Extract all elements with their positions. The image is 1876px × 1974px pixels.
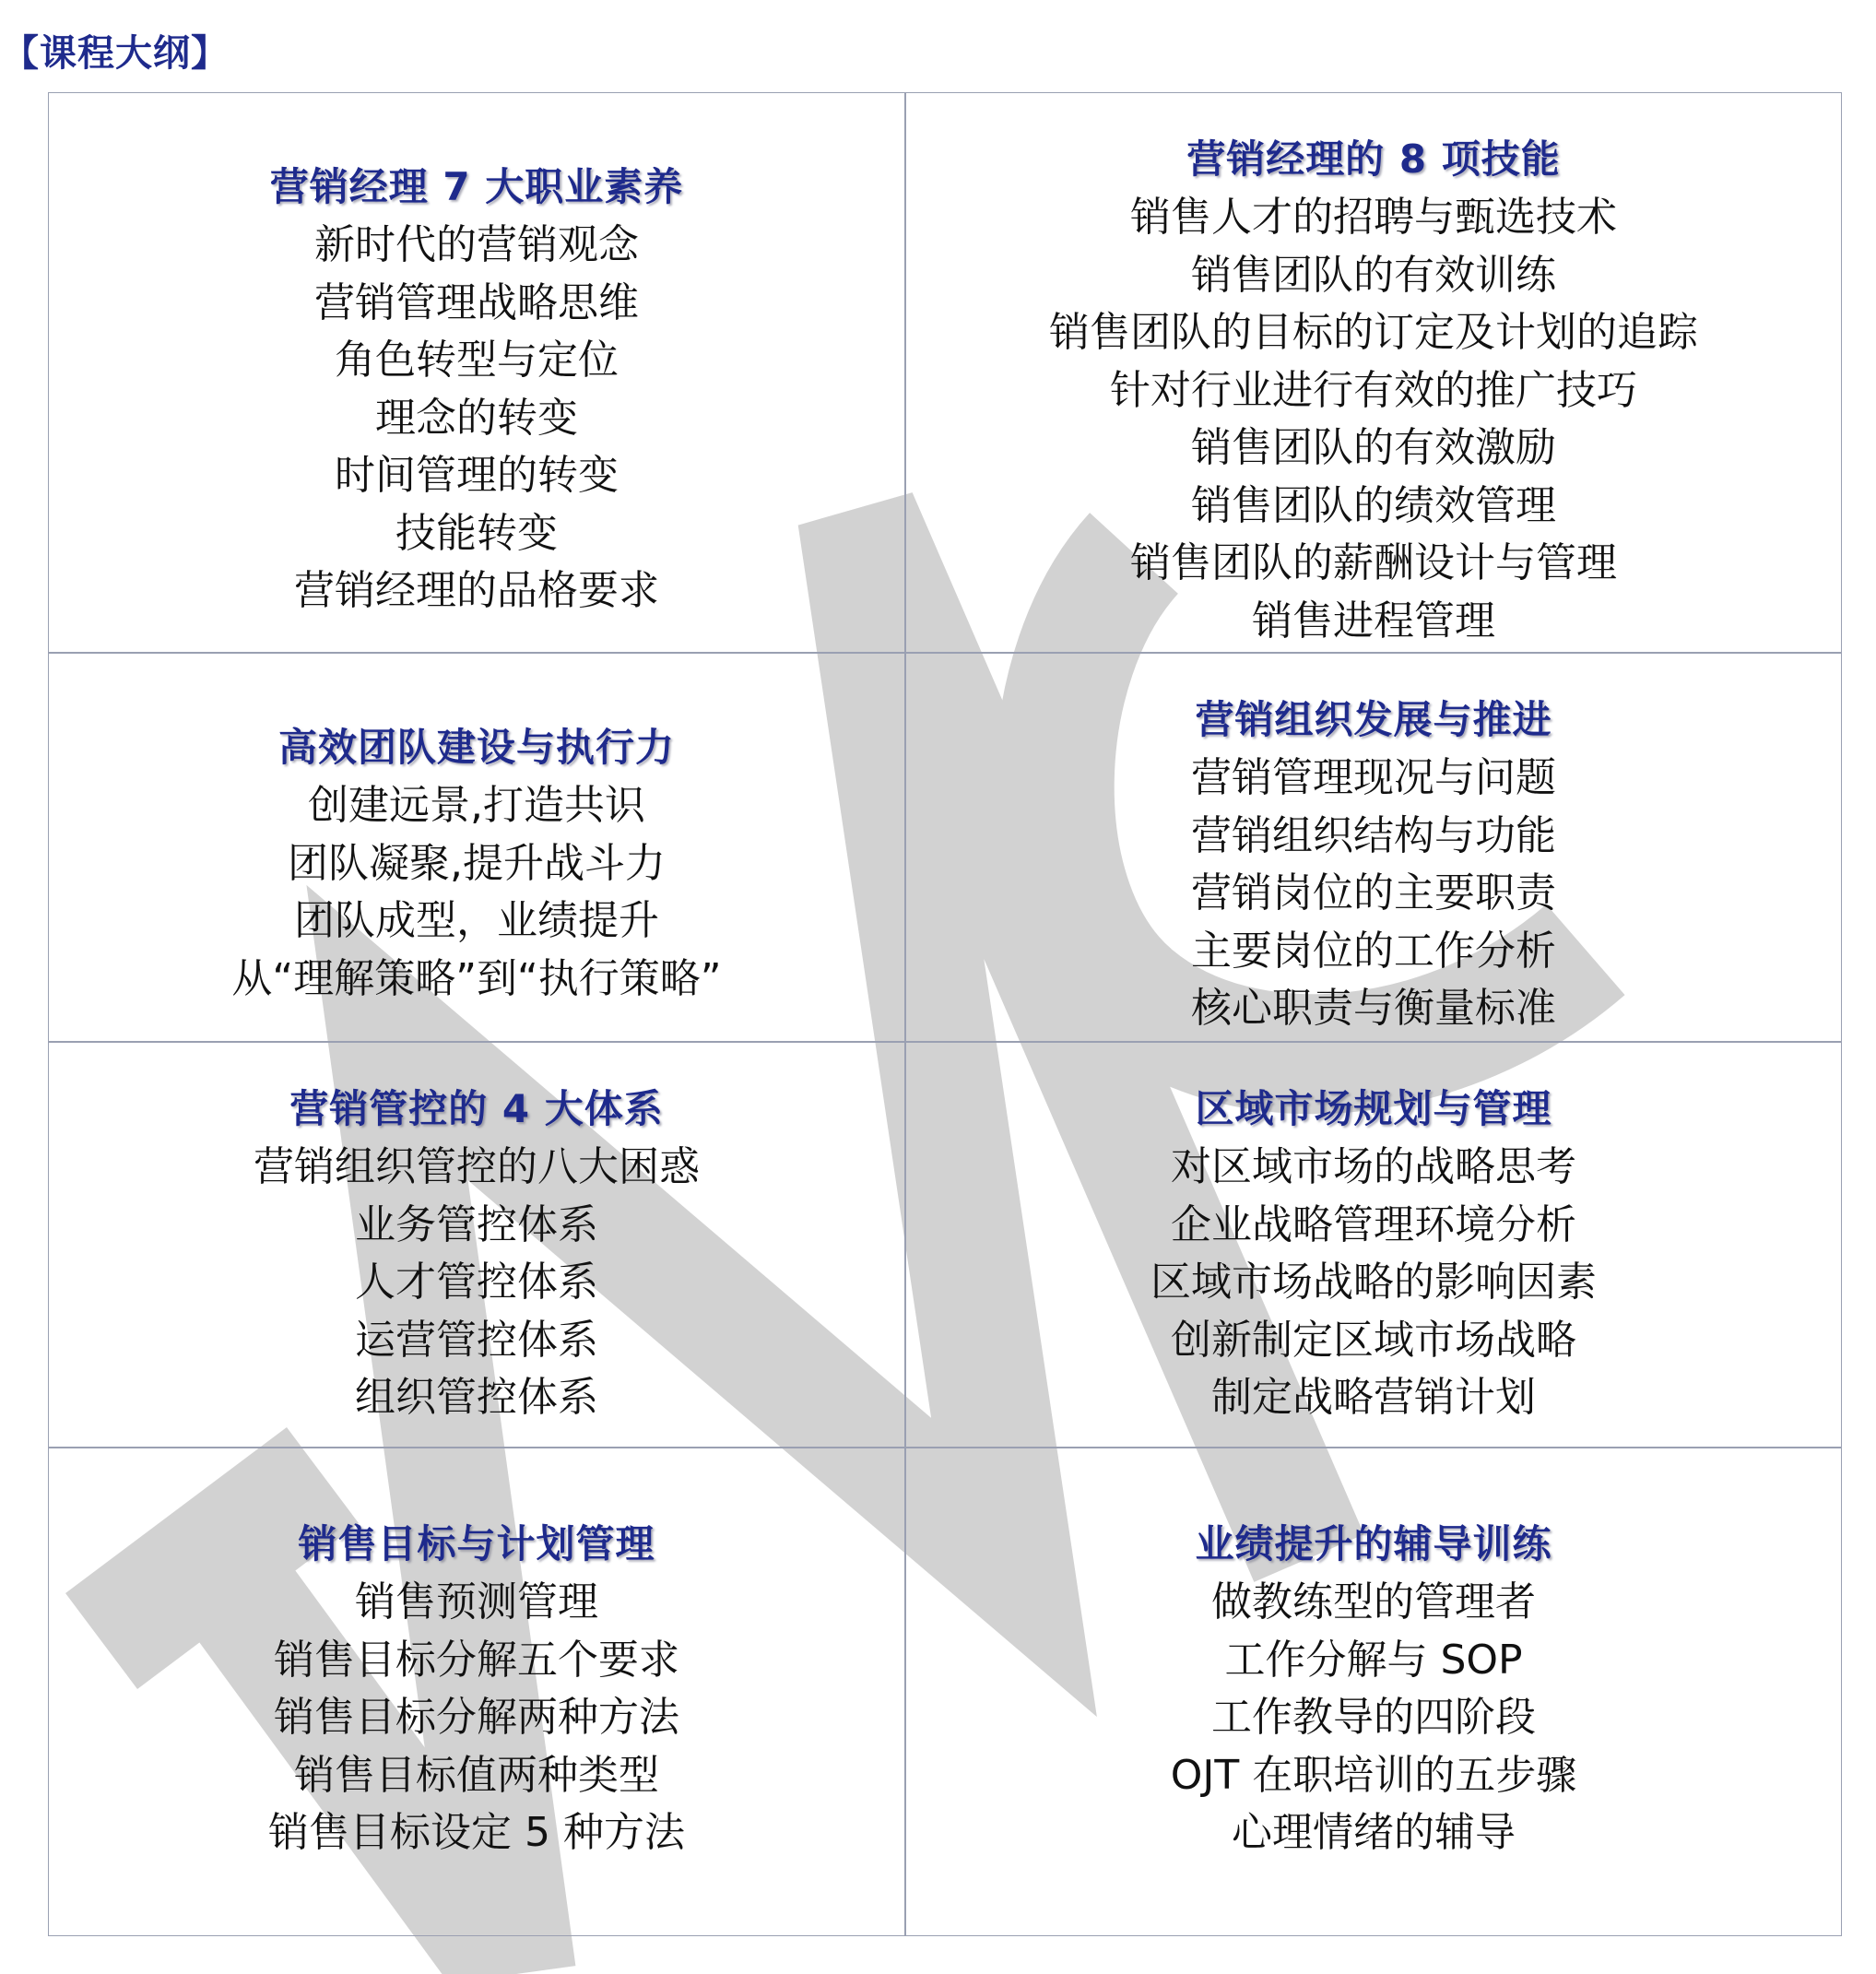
module-item: 角色转型与定位 [335, 337, 619, 384]
module-cell [48, 653, 905, 1042]
module-item: 销售进程管理 [1252, 597, 1495, 644]
module-title: 营销经理的 8 项技能 [1186, 136, 1561, 182]
module-item: 销售团队的有效训练 [1191, 251, 1556, 299]
module-item: 新时代的营销观念 [314, 221, 639, 268]
module-item: 针对行业进行有效的推广技巧 [1110, 366, 1637, 414]
module-item: 销售人才的招聘与甄选技术 [1130, 194, 1617, 241]
module-item: 时间管理的转变 [335, 452, 619, 499]
module-item: 技能转变 [395, 509, 558, 557]
module-item: 理念的转变 [375, 394, 578, 442]
module-cell [48, 1042, 905, 1448]
module-cell [905, 653, 1842, 1042]
module-title: 业绩提升的辅导训练 [1195, 1521, 1552, 1566]
module-item: 营销管理战略思维 [314, 278, 639, 326]
module-item: 工作分解与 SOP [1224, 1636, 1523, 1684]
module-item: 营销经理的品格要求 [294, 567, 659, 614]
module-item: 销售团队的薪酬设计与管理 [1130, 539, 1617, 586]
module-item: 销售目标分解五个要求 [274, 1636, 679, 1684]
module-item: 创新制定区域市场战略 [1171, 1316, 1576, 1364]
module-item: 组织管控体系 [355, 1374, 598, 1421]
module-item: 营销岗位的主要职责 [1191, 869, 1556, 916]
module-item: 工作教导的四阶段 [1211, 1694, 1536, 1741]
module-item: 核心职责与衡量标准 [1191, 985, 1556, 1032]
module-item: 营销组织管控的八大困惑 [254, 1143, 700, 1190]
module-item: 区域市场战略的影响因素 [1150, 1259, 1597, 1306]
module-item: 创建远景,打造共识 [308, 782, 645, 829]
module-item: 销售团队的有效激励 [1191, 424, 1556, 471]
module-item: OJT 在职培训的五步骤 [1170, 1751, 1577, 1799]
module-item: 人才管控体系 [355, 1259, 598, 1306]
module-item: 营销管理现况与问题 [1191, 754, 1556, 801]
module-item: 做教练型的管理者 [1211, 1578, 1536, 1625]
module-item: 企业战略管理环境分析 [1171, 1200, 1576, 1248]
module-item: 团队成型，业绩提升 [294, 897, 659, 944]
module-item: 从“理解策略”到“执行策略” [231, 954, 722, 1002]
module-item: 业务管控体系 [355, 1200, 598, 1248]
module-title: 区域市场规划与管理 [1195, 1086, 1552, 1131]
module-title: 销售目标与计划管理 [298, 1521, 655, 1566]
module-cell [48, 1448, 905, 1936]
outline-heading: 【课程大纲】 [2, 32, 229, 75]
module-item: 心理情绪的辅导 [1232, 1809, 1516, 1856]
module-title: 营销经理 7 大职业素养 [269, 164, 684, 209]
module-item: 主要岗位的工作分析 [1191, 927, 1556, 975]
module-item: 销售目标分解两种方法 [274, 1694, 679, 1741]
module-item: 销售目标值两种类型 [294, 1751, 659, 1799]
module-title: 营销组织发展与推进 [1195, 697, 1552, 742]
module-item: 制定战略营销计划 [1211, 1374, 1536, 1421]
module-item: 销售预测管理 [355, 1578, 598, 1625]
module-title: 营销管控的 4 大体系 [289, 1086, 664, 1131]
module-item: 团队凝聚,提升战斗力 [288, 839, 666, 887]
course-outline-table [48, 92, 1842, 1936]
module-item: 运营管控体系 [355, 1316, 598, 1364]
module-item: 对区域市场的战略思考 [1171, 1143, 1576, 1190]
module-title: 高效团队建设与执行力 [277, 725, 675, 770]
module-cell [905, 92, 1842, 653]
module-item: 营销组织结构与功能 [1191, 811, 1556, 859]
module-item: 销售团队的目标的订定及计划的追踪 [1049, 309, 1698, 356]
module-cell [905, 1042, 1842, 1448]
module-item: 销售目标设定 5 种方法 [268, 1809, 685, 1856]
module-item: 销售团队的绩效管理 [1191, 481, 1556, 529]
module-cell [48, 92, 905, 653]
module-cell [905, 1448, 1842, 1936]
